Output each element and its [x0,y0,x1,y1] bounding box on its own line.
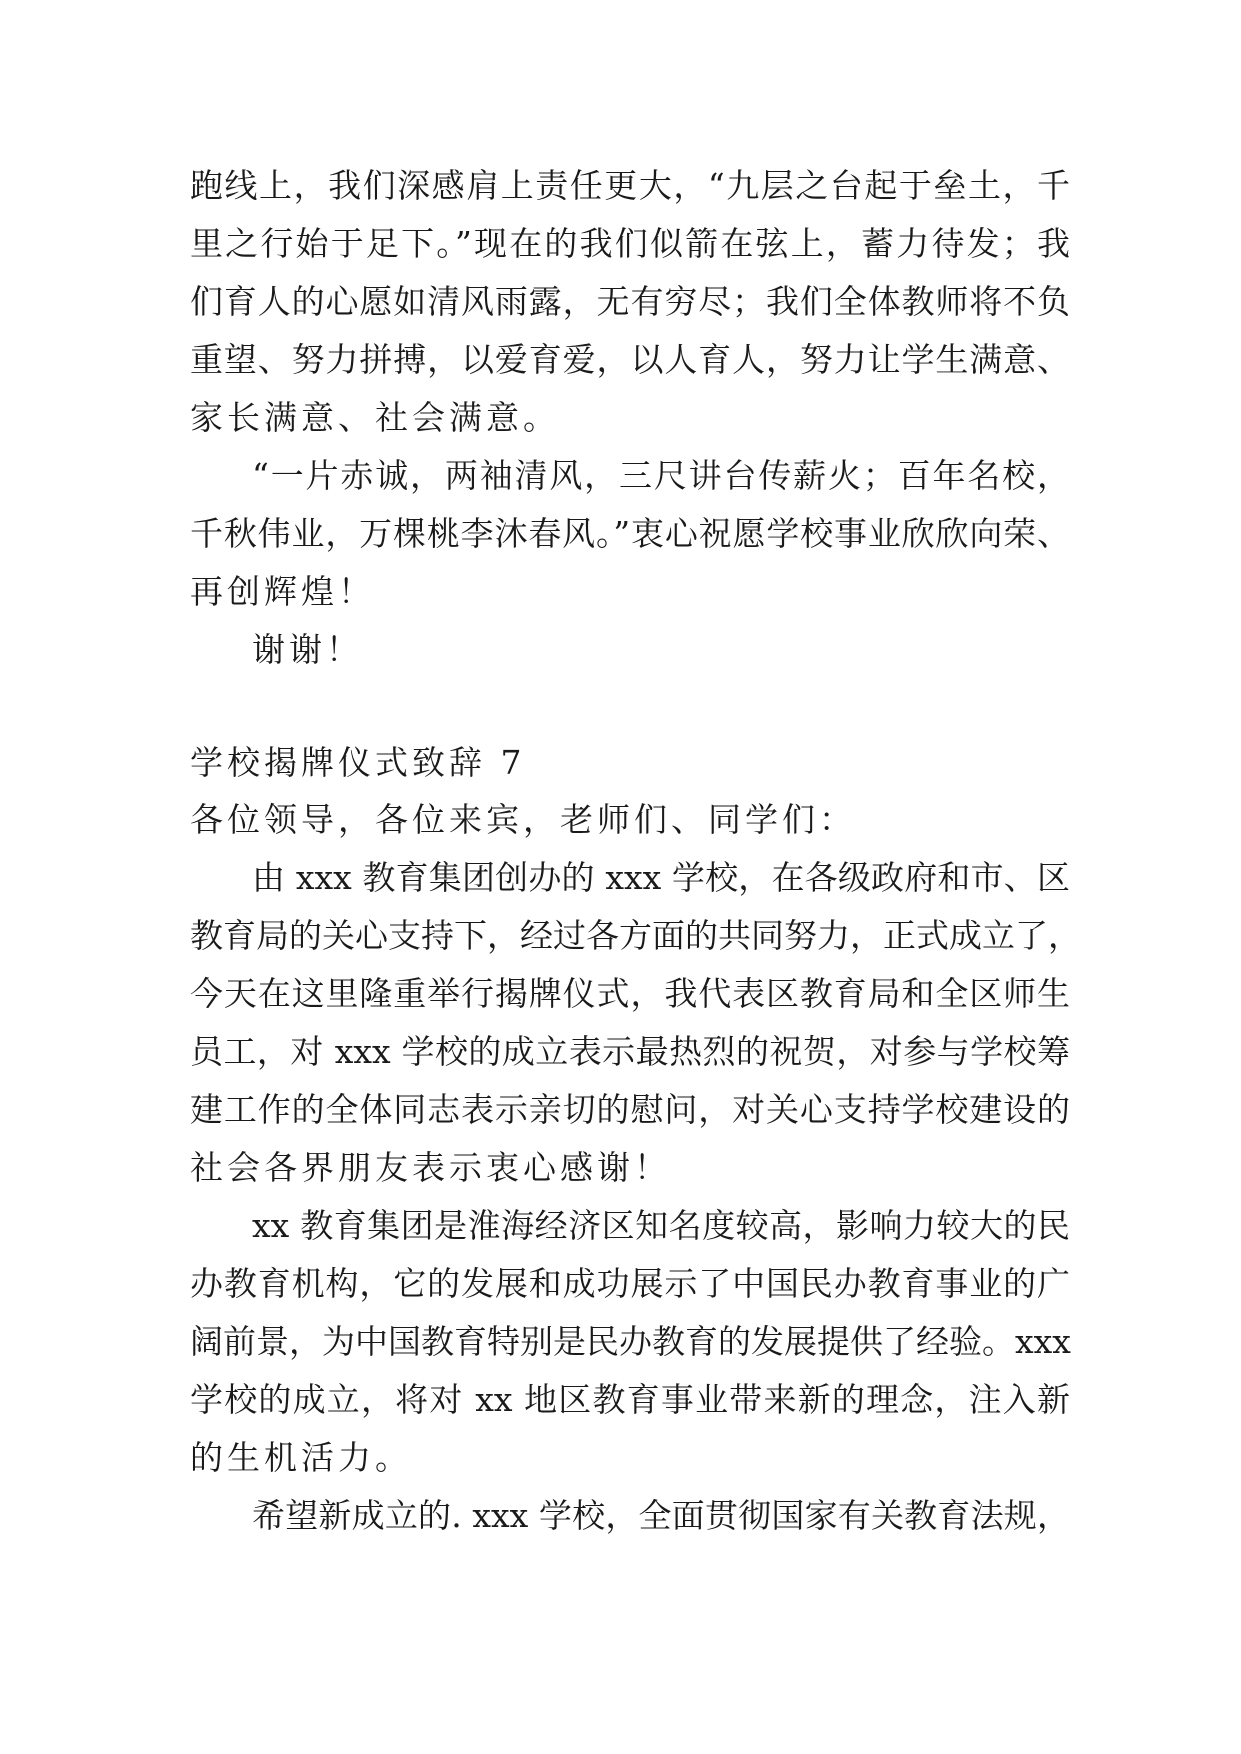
salutation: 各位领导，各位来宾，老师们、同学们： [190,800,856,839]
paragraph-first-line: “一片赤诚，两袖清风，三尺讲台传薪火；百年名校， [252,456,1070,495]
text-line: 千秋伟业，万棵桃李沐春风。”衷心祝愿学校事业欣欣向荣、 [190,514,1070,553]
text-line: 里之行始于足下。”现在的我们似箭在弦上，蓄力待发；我 [190,224,1070,263]
text-line: 教育局的关心支持下，经过各方面的共同努力，正式成立了， [190,916,1081,955]
text-line: 们育人的心愿如清风雨露，无有穷尽；我们全体教师将不负 [190,282,1070,321]
text-line: 重望、努力拼搏，以爱育爱，以人育人，努力让学生满意、 [190,340,1070,379]
text-line: 建工作的全体同志表示亲切的慰问，对关心支持学校建设的 [190,1090,1070,1129]
text-line: 家长满意、社会满意。 [190,398,560,437]
text-line: 办教育机构，它的发展和成功展示了中国民办教育事业的广 [190,1264,1070,1303]
paragraph-first-line: 由 xxx 教育集团创办的 xxx 学校，在各级政府和市、区 [252,858,1070,897]
text-line: 今天在这里隆重举行揭牌仪式，我代表区教育局和全区师生 [190,974,1070,1013]
text-line: 员工，对 xxx 学校的成立表示最热烈的祝贺，对参与学校筹 [190,1032,1070,1071]
text-line: 学校的成立，将对 xx 地区教育事业带来新的理念，注入新 [190,1380,1070,1419]
text-line: 社会各界朋友表示衷心感谢！ [190,1148,671,1187]
section-title: 学校揭牌仪式致辞 7 [190,743,526,782]
paragraph-first-line: 希望新成立的. xxx 学校，全面贯彻国家有关教育法规， [252,1496,1070,1535]
text-line: 的生机活力。 [190,1438,412,1477]
paragraph-first-line: 谢谢！ [252,630,363,669]
text-line: 再创辉煌！ [190,572,375,611]
text-line: 跑线上，我们深感肩上责任更大，“九层之台起于垒土，千 [190,166,1070,205]
text-line: 阔前景，为中国教育特别是民办教育的发展提供了经验。xxx [190,1322,1071,1361]
paragraph-first-line: xx 教育集团是淮海经济区知名度较高，影响力较大的民 [252,1206,1070,1245]
